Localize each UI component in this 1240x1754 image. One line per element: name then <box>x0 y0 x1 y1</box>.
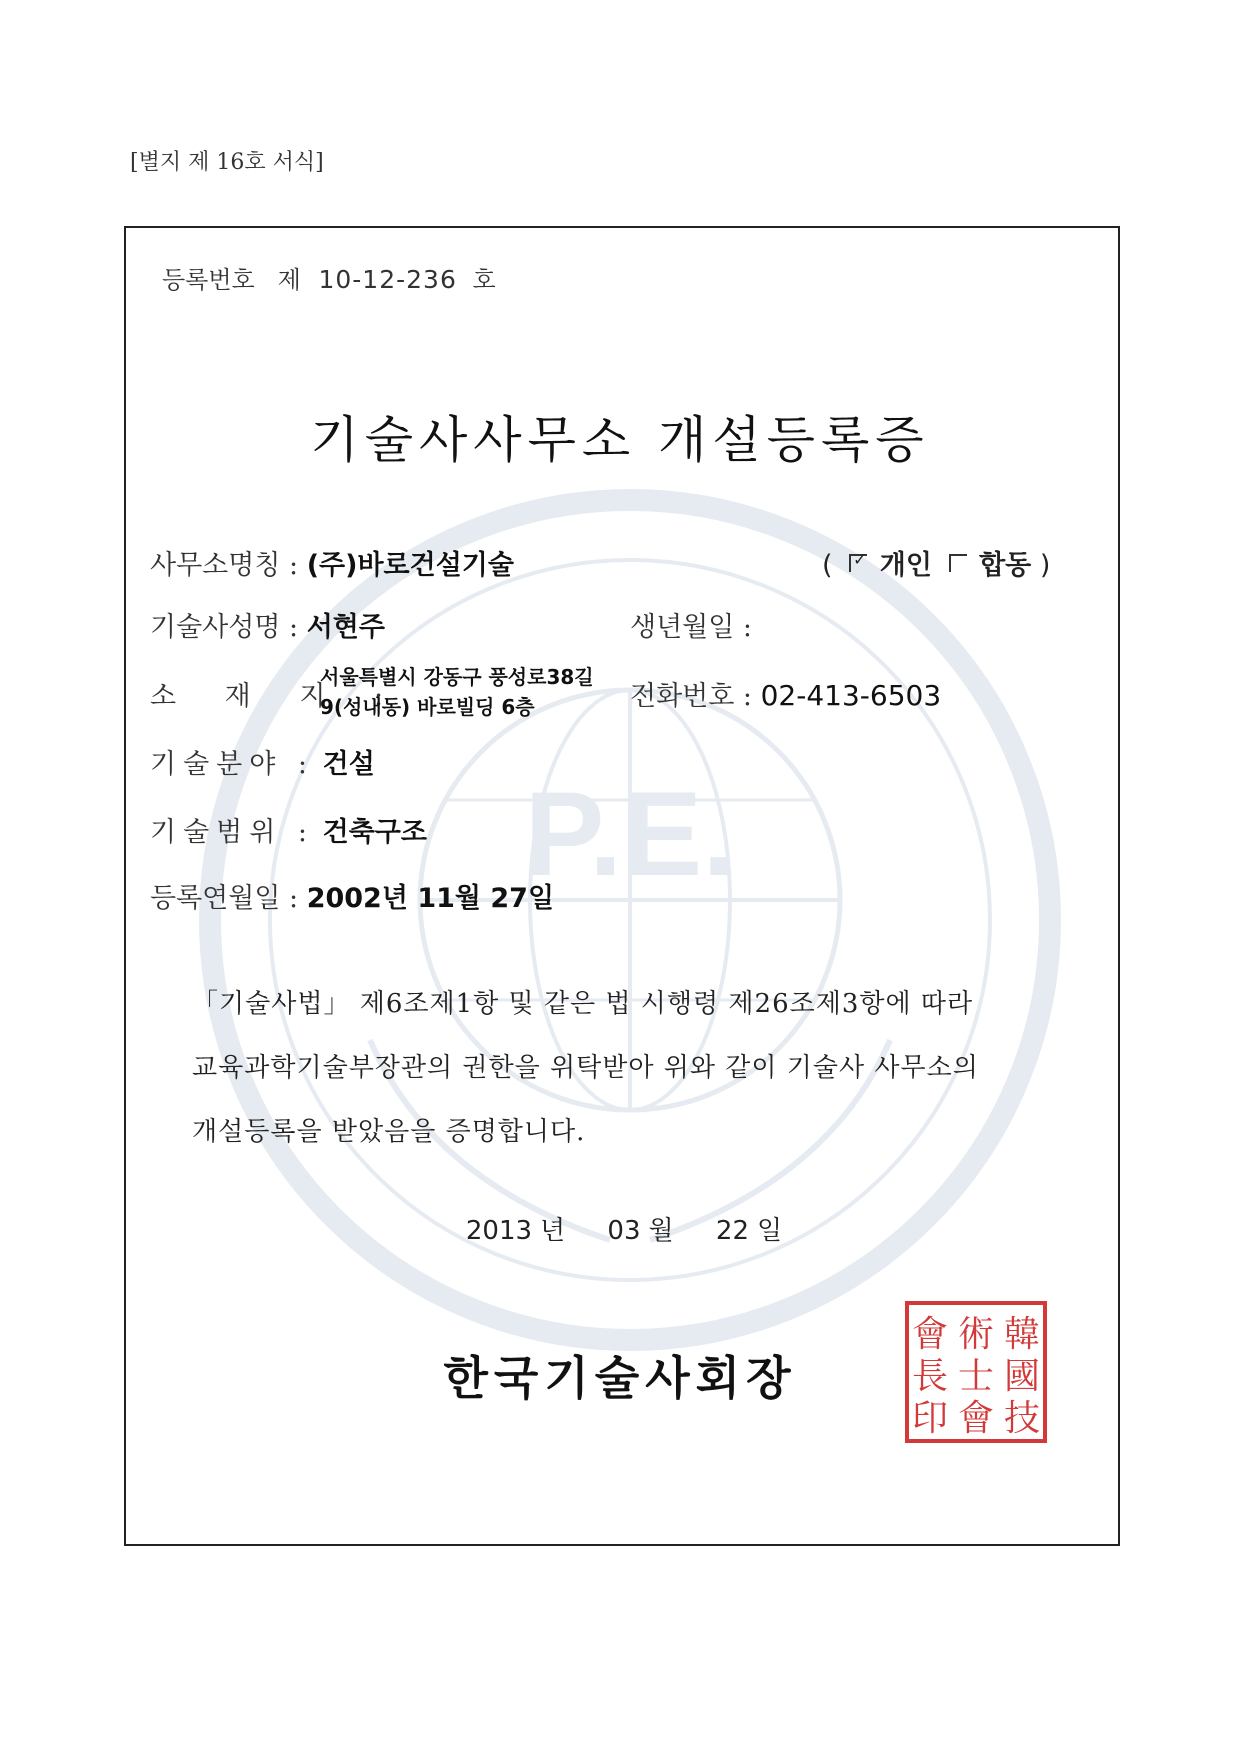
seal-char: 韓 <box>1003 1314 1041 1355</box>
checkbox-individual <box>849 550 867 572</box>
office-name-row <box>150 543 514 582</box>
issue-day-unit: 일 <box>757 1216 783 1246</box>
phone-row <box>630 674 941 713</box>
registration-date-value: 2002년 11월 27일 <box>306 883 555 914</box>
office-type-open: ( <box>822 550 833 581</box>
issue-year: 2013 <box>465 1216 533 1246</box>
document-title: 기술사사무소 개설등록증 <box>310 411 930 469</box>
issue-day: 22 <box>715 1216 749 1246</box>
registration-number-prefix: 제 <box>277 266 301 294</box>
issue-month-unit: 월 <box>648 1216 674 1246</box>
phone-value: 02-413-6503 <box>760 679 942 712</box>
engineer-name-row <box>150 605 385 644</box>
seal-char: 印 <box>911 1398 949 1439</box>
registration-number <box>162 260 496 295</box>
issue-year-unit: 년 <box>540 1216 566 1246</box>
seal-char: 長 <box>911 1356 949 1397</box>
official-seal-stamp <box>904 1300 1048 1444</box>
tech-field-row <box>150 742 375 781</box>
option-individual-label: 개인 <box>879 550 932 581</box>
issuer-name: 한국기술사회장 <box>443 1351 797 1405</box>
seal-char: 會 <box>911 1314 949 1355</box>
form-number: [별지 제 16호 서식] <box>130 150 324 175</box>
certification-statement <box>192 972 1072 1164</box>
registration-date-row <box>150 876 554 915</box>
address-line-1: 서울특별시 강동구 풍성로38길 <box>320 665 594 689</box>
seal-char: 技 <box>1003 1398 1041 1439</box>
seal-char: 術 <box>957 1314 995 1355</box>
address-label: 소 재 지 : <box>150 681 404 712</box>
tech-scope-value: 건축구조 <box>322 817 427 848</box>
registration-date-label: 등록연월일 : <box>150 883 299 914</box>
issue-date <box>0 1210 1240 1247</box>
statement-line-3: 개설등록을 받았음을 증명합니다. <box>192 1117 586 1147</box>
office-name-value: (주)바로건설기술 <box>306 550 514 581</box>
issue-month: 03 <box>607 1216 641 1246</box>
address-line-2: 9(성내동) 바로빌딩 6층 <box>320 695 535 719</box>
phone-label: 전화번호 : <box>630 681 753 712</box>
office-name-label: 사무소명칭 : <box>150 550 299 581</box>
office-type-close: ) <box>1039 550 1051 581</box>
office-type-options <box>822 543 1050 582</box>
seal-char: 士 <box>957 1356 995 1397</box>
registration-number-value: 10-12-236 <box>318 265 457 294</box>
tech-field-label: 기술분야 : <box>150 749 315 780</box>
birth-date-row <box>630 605 752 644</box>
check-icon: ✓ <box>853 550 867 569</box>
seal-char: 國 <box>1003 1356 1041 1397</box>
tech-scope-label: 기술범위 : <box>150 817 315 848</box>
address-value <box>320 662 594 722</box>
statement-line-2: 교육과학기술부장관의 권한을 위탁받아 위와 같이 기술사 사무소의 <box>192 1053 979 1083</box>
checkbox-joint <box>949 554 967 572</box>
tech-scope-row <box>150 810 427 849</box>
option-joint-label: 합동 <box>979 550 1032 581</box>
engineer-name-label: 기술사성명 : <box>150 612 299 643</box>
registration-number-label: 등록번호 <box>162 266 255 294</box>
statement-line-1: 「기술사법」 제6조제1항 및 같은 법 시행령 제26조제3항에 따라 <box>192 989 974 1019</box>
registration-number-suffix: 호 <box>472 266 496 294</box>
engineer-name-value: 서현주 <box>306 612 385 643</box>
watermark-label: P.E. <box>524 767 736 901</box>
seal-char: 會 <box>957 1398 995 1439</box>
tech-field-value: 건설 <box>322 749 375 780</box>
birth-date-label: 생년월일 : <box>630 612 753 643</box>
